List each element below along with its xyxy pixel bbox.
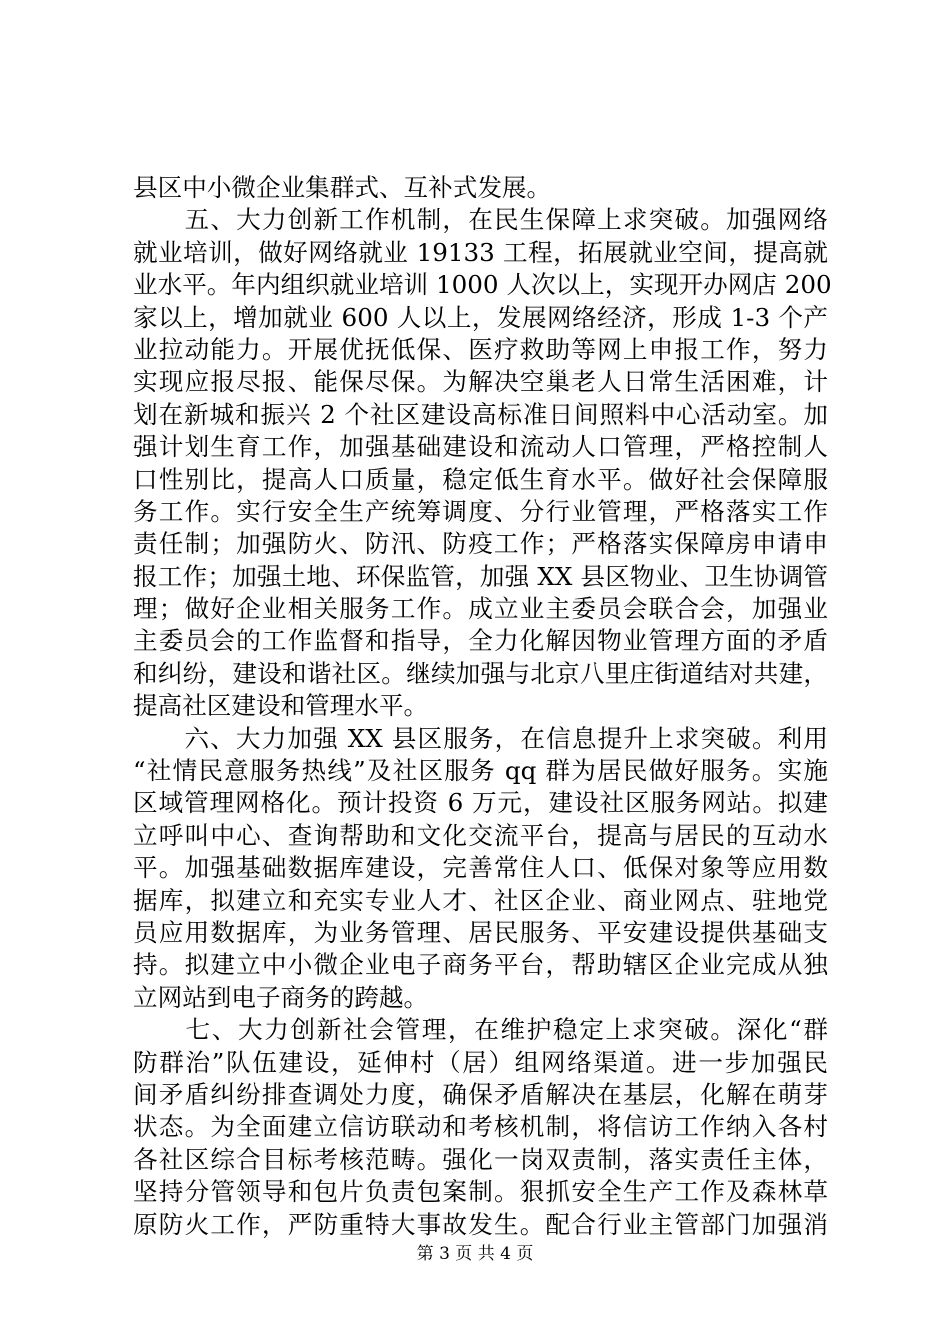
- text-line: 持。拟建立中小微企业电子商务平台，帮助辖区企业完成从独: [133, 950, 828, 980]
- text-line: 据库，拟建立和充实专业人才、社区企业、商业网点、驻地党: [133, 885, 828, 915]
- text-line: 和纠纷，建设和谐社区。继续加强与北京八里庄街道结对共建，: [133, 658, 828, 688]
- text-line: 提高社区建设和管理水平。: [133, 691, 429, 721]
- text-line: 县区中小微企业集群式、互补式发展。: [133, 173, 552, 202]
- text-line: 五、大力创新工作机制，在民生保障上求突破。加强网络: [133, 205, 828, 235]
- text-line: 业水平。年内组织就业培训 1000 人次以上，实现开办网店 200: [133, 270, 832, 300]
- text-line: 坚持分管领导和包片负责包案制。狠抓安全生产工作及森林草: [133, 1177, 828, 1207]
- text-line: 业拉动能力。开展优抚低保、医疗救助等网上申报工作，努力: [133, 334, 828, 364]
- text-line: 口性别比，提高人口质量，稳定低生育水平。做好社会保障服: [133, 464, 828, 494]
- text-line: 就业培训，做好网络就业 19133 工程，拓展就业空间，提高就: [133, 237, 828, 267]
- text-line: 理；做好企业相关服务工作。成立业主委员会联合会，加强业: [133, 594, 828, 624]
- text-line: 原防火工作，严防重特大事故发生。配合行业主管部门加强消: [133, 1209, 828, 1239]
- text-line: “社情民意服务热线”及社区服务 qq 群为居民做好服务。实施: [133, 756, 828, 786]
- text-line: 家以上，增加就业 600 人以上，发展网络经济，形成 1-3 个产: [133, 302, 828, 332]
- text-line: 立呼叫中心、查询帮助和文化交流平台，提高与居民的互动水: [133, 820, 828, 850]
- text-line: 状态。为全面建立信访联动和考核机制，将信访工作纳入各村: [133, 1112, 828, 1142]
- text-line: 主委员会的工作监督和指导，全力化解因物业管理方面的矛盾: [133, 626, 828, 656]
- text-line: 防群治”队伍建设，延伸村（居）组网络渠道。进一步加强民: [133, 1047, 828, 1077]
- document-body: [133, 172, 832, 1241]
- text-line: 间矛盾纠纷排查调处力度，确保矛盾解决在基层，化解在萌芽: [133, 1079, 828, 1109]
- text-line: 各社区综合目标考核范畴。强化一岗双责制，落实责任主体，: [133, 1144, 828, 1174]
- text-line: 员应用数据库，为业务管理、居民服务、平安建设提供基础支: [133, 917, 828, 947]
- text-line: 报工作；加强土地、环保监管，加强 XX 县区物业、卫生协调管: [133, 561, 828, 591]
- text-line: 六、大力加强 XX 县区服务，在信息提升上求突破。利用: [133, 723, 828, 753]
- text-line: 实现应报尽报、能保尽保。为解决空巢老人日常生活困难，计: [133, 367, 828, 397]
- text-line: 责任制；加强防火、防汛、防疫工作；严格落实保障房申请申: [133, 529, 828, 559]
- text-line: 立网站到电子商务的跨越。: [133, 982, 429, 1012]
- page-footer: 第 3 页 共 4 页: [416, 1244, 534, 1264]
- text-line: 平。加强基础数据库建设，完善常住人口、低保对象等应用数: [133, 853, 828, 883]
- text-line: 务工作。实行安全生产统筹调度、分行业管理，严格落实工作: [133, 496, 828, 526]
- text-line: 七、大力创新社会管理，在维护稳定上求突破。深化“群: [133, 1015, 828, 1045]
- text-line: 区域管理网格化。预计投资 6 万元，建设社区服务网站。拟建: [133, 788, 828, 818]
- text-line: 划在新城和振兴 2 个社区建设高标准日间照料中心活动室。加: [133, 399, 828, 429]
- text-line: 强计划生育工作，加强基础建设和流动人口管理，严格控制人: [133, 432, 828, 462]
